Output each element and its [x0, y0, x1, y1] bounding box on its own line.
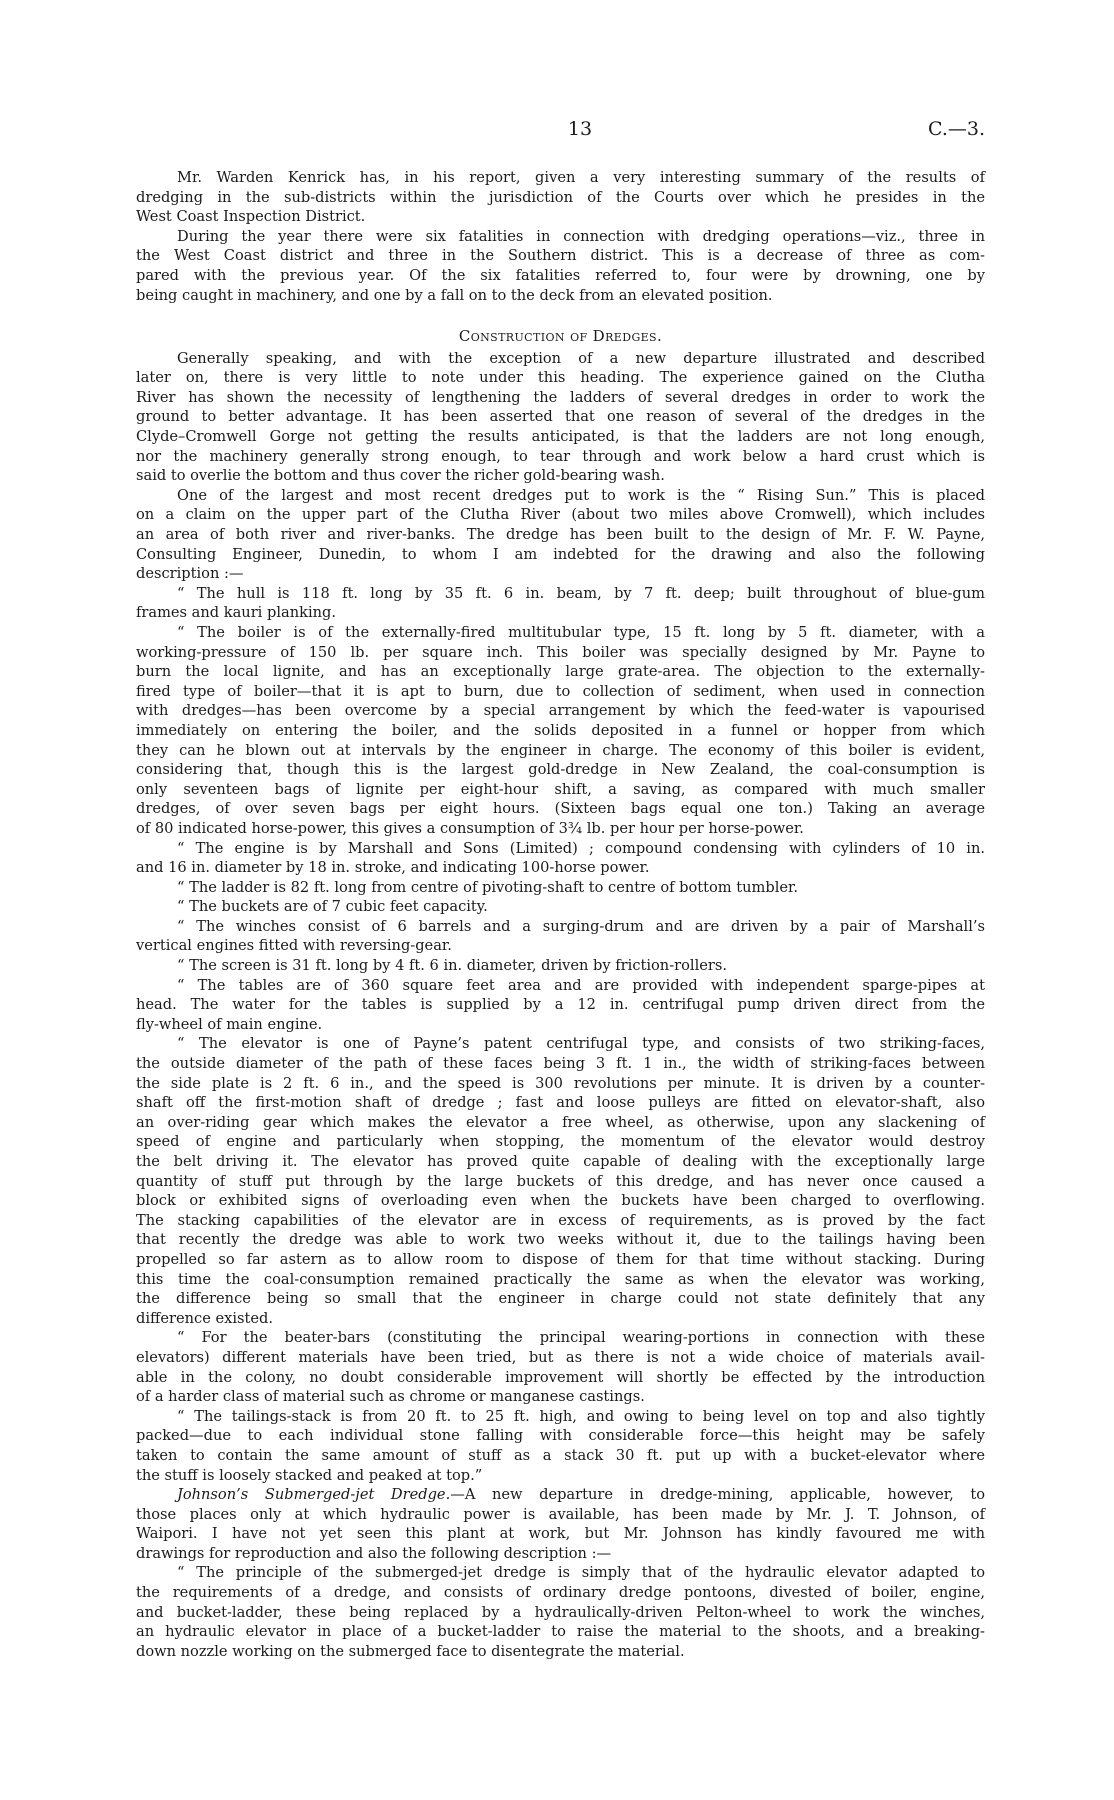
- text-line: elevators) different materials have been tried, but as there is not a wide choice of materials avail-: [136, 1348, 985, 1366]
- text-line: only seventeen bags of lignite per eight-hour shift, a saving, as compared with much smaller: [136, 780, 985, 798]
- paragraph: [136, 168, 985, 227]
- text-line: “ The screen is 31 ft. long by 4 ft. 6 in. diameter, driven by friction-rollers.: [177, 957, 727, 975]
- text-line: and bucket-ladder, these being replaced by a hydraulically-driven Pelton-wheel to work the winches,: [136, 1603, 985, 1621]
- text-line: Waipori. I have not yet seen this plant at work, but Mr. Johnson has kindly favoured me with: [136, 1525, 985, 1543]
- paragraph: [136, 623, 985, 839]
- text-line: vertical engines fitted with reversing-gear.: [136, 937, 452, 955]
- text-line: the West Coast district and three in the Southern district. This is a decrease of three as com-: [136, 247, 985, 265]
- text-line: of 80 indicated horse-power, this gives a consumption of 3¾ lb. per hour per horse-power.: [136, 819, 804, 837]
- text-line: they can he blown out at intervals by the engineer in charge. The economy of this boiler is evident,: [136, 741, 985, 759]
- paragraph: [136, 976, 985, 1035]
- document-reference: C.—3.: [927, 118, 985, 140]
- text-line: Clyde–Cromwell Gorge not getting the results anticipated, is that the ladders are not long enough,: [136, 428, 985, 446]
- text-line: frames and kauri planking.: [136, 604, 336, 622]
- text-line: the requirements of a dredge, and consists of ordinary dredge pontoons, divested of boiler, engine,: [136, 1584, 985, 1602]
- paragraph: [136, 1328, 985, 1406]
- text-line: “ The boiler is of the externally-fired multitubular type, 15 ft. long by 5 ft. diameter, with a: [177, 623, 985, 641]
- text-line: description :—: [136, 565, 244, 583]
- text-line: fired type of boiler—that it is apt to burn, due to collection of sediment, when used in connection: [136, 682, 985, 700]
- text-line: “ The ladder is 82 ft. long from centre of pivoting-shaft to centre of bottom tumbler.: [177, 878, 799, 896]
- text-line: with dredges—has been overcome by a special arrangement by which the feed-water is vapourised: [136, 702, 985, 720]
- paragraph: [136, 956, 985, 976]
- text-line: that recently the dredge was able to work two weeks without it, due to the tailings having been: [136, 1231, 985, 1249]
- text-line: difference existed.: [136, 1309, 273, 1327]
- page-number: 13: [567, 118, 593, 140]
- paragraph: [136, 584, 985, 623]
- text-line: burn the local lignite, and has an exceptionally large grate-area. The objection to the externally-: [136, 663, 985, 681]
- paragraph: [136, 917, 985, 956]
- text-line: nor the machinery generally strong enough, to tear through and work below a hard crust which is: [136, 447, 985, 465]
- text-line: “ The principle of the submerged-jet dredge is simply that of the hydraulic elevator adapted to: [177, 1564, 985, 1582]
- text-line: working-pressure of 150 lb. per square inch. This boiler was specially designed by Mr. Payne to: [136, 643, 985, 661]
- text-line: Mr. Warden Kenrick has, in his report, given a very interesting summary of the results of: [177, 169, 985, 186]
- paragraph: [136, 227, 985, 305]
- text-line: “ The tailings-stack is from 20 ft. to 25 ft. high, and owing to being level on top and also tightly: [177, 1407, 985, 1425]
- text-line: those places only at which hydraulic power is available, has been made by Mr. J. T. Johnson, of: [136, 1505, 985, 1523]
- paragraph: [136, 1485, 985, 1563]
- text-line: drawings for reproduction and also the following description :—: [136, 1544, 612, 1562]
- text-line: “ For the beater-bars (constituting the principal wearing-portions in connection with these: [177, 1329, 985, 1347]
- paragraph: [136, 878, 985, 898]
- text-line: ground to better advantage. It has been asserted that one reason of several of the dredges in the: [136, 408, 985, 426]
- text-line: dredging in the sub-districts within the jurisdiction of the Courts over which he presides in the: [136, 188, 985, 206]
- text-line: Generally speaking, and with the exception of a new departure illustrated and described: [177, 349, 985, 367]
- text-line: Consulting Engineer, Dunedin, to whom I am indebted for the drawing and also the following: [136, 545, 985, 563]
- text-line: packed—due to each individual stone falling with considerable force—this height may be safely: [136, 1427, 985, 1445]
- text-line: this time the coal-consumption remained practically the same as when the elevator was working,: [136, 1270, 985, 1288]
- text-line: said to overlie the bottom and thus cover the richer gold-bearing wash.: [136, 467, 665, 485]
- text-line: the difference being so small that the engineer in charge could not state definitely that any: [136, 1290, 985, 1308]
- text-line: an over-riding gear which makes the elevator a free wheel, as otherwise, upon any slackening of: [136, 1113, 985, 1131]
- text-line: immediately on entering the boiler, and the solids deposited in a funnel or hopper from which: [136, 721, 985, 739]
- text-line: “ The engine is by Marshall and Sons (Limited) ; compound condensing with cylinders of 10 in.: [177, 839, 985, 857]
- italic-title: Johnson’s Submerged-jet Dredge.: [177, 1486, 451, 1504]
- paragraph: [136, 486, 985, 584]
- text-line: head. The water for the tables is supplied by a 12 in. centrifugal pump driven direct from the: [136, 996, 985, 1014]
- text-line: of a harder class of material such as chrome or manganese castings.: [136, 1388, 645, 1406]
- text-line: the outside diameter of the path of these faces being 3 ft. 1 in., the width of striking-faces between: [136, 1055, 985, 1073]
- text-line: the stuff is loosely stacked and peaked at top.”: [136, 1466, 483, 1484]
- text-line: “ The tables are of 360 square feet area and are provided with independent sparge-pipes at: [177, 976, 985, 994]
- paragraph: [136, 1563, 985, 1661]
- paragraph: [136, 897, 985, 917]
- section-heading: Construction of Dredges.: [458, 327, 663, 346]
- text-line: propelled so far astern as to allow room to dispose of them for that time without stacking. During: [136, 1250, 985, 1268]
- paragraph: [136, 349, 985, 486]
- text-line: the side plate is 2 ft. 6 in., and the speed is 300 revolutions per minute. It is driven by a counter-: [136, 1074, 985, 1092]
- text-line: fly-wheel of main engine.: [136, 1015, 323, 1033]
- paragraph: [136, 1407, 985, 1485]
- text-line: “ The winches consist of 6 barrels and a surging-drum and are driven by a pair of Marshall’s: [177, 917, 985, 935]
- text-line: block or exhibited signs of overloading even when the buckets have been charged to overflowing.: [136, 1192, 985, 1210]
- text-line: quantity of stuff put through by the large buckets of this dredge, and has never once caused a: [136, 1172, 985, 1190]
- text-line: “ The buckets are of 7 cubic feet capacity.: [177, 898, 488, 916]
- text-line: considering that, though this is the largest gold-dredge in New Zealand, the coal-consumption is: [136, 761, 985, 779]
- text-line: taken to contain the same amount of stuff as a stack 30 ft. put up with a bucket-elevator where: [136, 1446, 985, 1464]
- text-line: dredges, of over seven bags per eight hours. (Sixteen bags equal one ton.) Taking an average: [136, 800, 985, 818]
- text-line: One of the largest and most recent dredges put to work is the “ Rising Sun.” This is placed: [177, 486, 985, 504]
- text-line: and 16 in. diameter by 18 in. stroke, and indicating 100-horse power.: [136, 859, 650, 877]
- text-line: an hydraulic elevator in place of a bucket-ladder to raise the material to the shoots, and a breaking-: [136, 1623, 985, 1641]
- text-line: being caught in machinery, and one by a fall on to the deck from an elevated position.: [136, 286, 773, 304]
- text-line: the belt driving it. The elevator has proved quite capable of dealing with the exceptionally large: [136, 1153, 985, 1170]
- paragraph: [136, 839, 985, 878]
- text-line: River has shown the necessity of lengthening the ladders of several dredges in order to work the: [136, 388, 985, 406]
- paragraph: [136, 1034, 985, 1328]
- text-line: During the year there were six fatalities in connection with dredging operations—viz., three in: [177, 227, 985, 245]
- text-line: West Coast Inspection District.: [136, 208, 366, 226]
- text-line: [136, 1485, 985, 1505]
- text-line: “ The elevator is one of Payne’s patent centrifugal type, and consists of two striking-faces,: [177, 1035, 985, 1053]
- text-line: The stacking capabilities of the elevator are in excess of requirements, as is proved by the fact: [136, 1211, 985, 1229]
- document-body: [136, 168, 985, 1661]
- text-line: down nozzle working on the submerged face to disentegrate the material.: [136, 1642, 685, 1660]
- text-line: “ The hull is 118 ft. long by 35 ft. 6 in. beam, by 7 ft. deep; built throughout of blue-gum: [177, 584, 985, 602]
- text-line: on a claim on the upper part of the Clutha River (about two miles above Cromwell), which includes: [136, 506, 985, 524]
- text-line: later on, there is very little to note under this heading. The experience gained on the Clutha: [136, 369, 985, 387]
- text-line: speed of engine and particularly when stopping, the momentum of the elevator would destroy: [136, 1133, 985, 1151]
- text-line: pared with the previous year. Of the six fatalities referred to, four were by drowning, one by: [136, 266, 985, 284]
- text-line: able in the colony, no doubt considerable improvement will shortly be effected by the introduction: [136, 1368, 985, 1386]
- line-text: —A new departure in dredge-mining, applicable, however, to: [450, 1486, 986, 1504]
- text-line: an area of both river and river-banks. The dredge has been built to the design of Mr. F. W. Payne,: [136, 526, 985, 543]
- text-line: shaft off the first-motion shaft of dredge ; fast and loose pulleys are fitted on elevator-shaft, also: [136, 1094, 985, 1112]
